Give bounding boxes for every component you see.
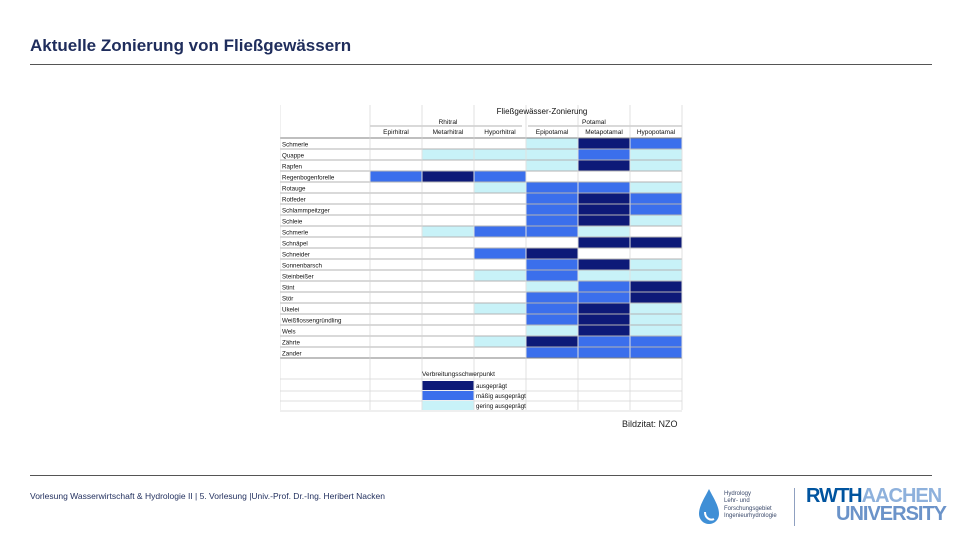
zone-cell bbox=[631, 271, 682, 281]
zone-cell bbox=[631, 216, 682, 226]
zone-cell bbox=[527, 139, 578, 149]
image-citation: Bildzitat: NZO bbox=[622, 419, 678, 429]
zone-cell bbox=[423, 227, 474, 237]
zone-cell bbox=[475, 172, 526, 182]
species-name: Stint bbox=[282, 284, 295, 292]
species-name: Zährte bbox=[282, 339, 300, 347]
species-name: Weißflossengründling bbox=[282, 317, 342, 325]
footer-divider bbox=[30, 475, 932, 476]
zone-cell bbox=[527, 293, 578, 303]
zone-cell bbox=[527, 304, 578, 314]
zone-cell bbox=[631, 139, 682, 149]
institute-line: Hydrology bbox=[724, 491, 752, 497]
zone-cell bbox=[579, 260, 630, 270]
legend-label: mäßig ausgeprägt bbox=[476, 393, 526, 400]
zone-cell bbox=[579, 139, 630, 149]
zone-cell bbox=[527, 205, 578, 215]
species-name: Ukelei bbox=[282, 306, 300, 314]
zone-cell bbox=[631, 326, 682, 336]
zone-cell bbox=[475, 304, 526, 314]
zone-cell bbox=[527, 161, 578, 171]
zone-cell bbox=[527, 326, 578, 336]
species-name: Zander bbox=[282, 350, 302, 358]
zone-cell bbox=[579, 161, 630, 171]
legend-swatch bbox=[423, 401, 474, 410]
zone-cell bbox=[527, 348, 578, 358]
column-header: Metapotamal bbox=[585, 129, 623, 136]
zone-cell bbox=[631, 161, 682, 171]
zone-cell bbox=[579, 238, 630, 248]
zone-cell bbox=[475, 150, 526, 160]
zone-cell bbox=[475, 183, 526, 193]
species-name: Steinbeißer bbox=[282, 273, 314, 281]
legend-swatch bbox=[423, 391, 474, 400]
institute-line: Lehr- und bbox=[724, 498, 750, 505]
table-legend bbox=[280, 371, 682, 411]
zone-cell bbox=[475, 227, 526, 237]
species-name: Schmerle bbox=[282, 229, 309, 237]
zone-cell bbox=[631, 293, 682, 303]
zone-cell bbox=[527, 315, 578, 325]
rwth-aachen-logo bbox=[806, 487, 946, 523]
species-name: Rapfen bbox=[282, 163, 302, 171]
logo-university: UNIVERSITY bbox=[836, 503, 947, 525]
zone-cell bbox=[631, 282, 682, 292]
logo-divider bbox=[794, 488, 795, 526]
species-name: Rotfeder bbox=[282, 196, 306, 204]
institute-name bbox=[724, 491, 794, 521]
column-header: Epirhitral bbox=[383, 129, 409, 136]
zone-cell bbox=[423, 150, 474, 160]
zone-cell bbox=[371, 172, 422, 182]
zone-cell bbox=[527, 216, 578, 226]
zone-cell bbox=[579, 194, 630, 204]
zone-cell bbox=[579, 150, 630, 160]
zone-cell bbox=[631, 205, 682, 215]
zone-cell bbox=[579, 293, 630, 303]
zone-cell bbox=[527, 194, 578, 204]
zone-cell bbox=[475, 249, 526, 259]
zone-cell bbox=[579, 216, 630, 226]
zone-cell bbox=[579, 183, 630, 193]
logo-rwth: RWTH bbox=[806, 485, 862, 507]
species-name: Schlammpeitzger bbox=[282, 207, 330, 215]
zone-cell bbox=[579, 205, 630, 215]
group-header: Potamal bbox=[582, 119, 606, 126]
zone-cell bbox=[527, 271, 578, 281]
group-header: Rhitral bbox=[438, 119, 458, 126]
institute-line: Ingenieurhydrologie bbox=[724, 513, 777, 520]
species-name: Schneider bbox=[282, 251, 310, 259]
species-name: Regenbogenforelle bbox=[282, 174, 335, 182]
legend-label: gering ausgeprägt bbox=[476, 403, 526, 410]
zone-cell bbox=[527, 183, 578, 193]
species-name: Quappe bbox=[282, 152, 305, 160]
zone-cell bbox=[631, 315, 682, 325]
title-divider bbox=[30, 64, 932, 65]
zone-cell bbox=[527, 337, 578, 347]
zone-cell bbox=[475, 337, 526, 347]
zone-cell bbox=[631, 183, 682, 193]
legend-title: Verbreitungsschwerpunkt bbox=[422, 371, 495, 378]
zone-cell bbox=[579, 282, 630, 292]
zone-cell bbox=[631, 260, 682, 270]
zone-cell bbox=[631, 348, 682, 358]
column-header: Hyporhitral bbox=[484, 129, 516, 136]
column-header: Epipotamal bbox=[535, 129, 569, 136]
zone-cell bbox=[579, 315, 630, 325]
institute-line: Forschungsgebiet bbox=[724, 505, 772, 512]
species-name: Sonnenbarsch bbox=[282, 262, 322, 270]
zone-cell bbox=[579, 271, 630, 281]
zone-cell bbox=[579, 304, 630, 314]
legend-label: ausgeprägt bbox=[476, 383, 507, 390]
zone-cell bbox=[579, 348, 630, 358]
zone-cell bbox=[631, 304, 682, 314]
zone-cell bbox=[527, 227, 578, 237]
logo-area bbox=[698, 485, 947, 530]
species-name: Schleie bbox=[282, 218, 303, 226]
zone-cell bbox=[475, 271, 526, 281]
zone-cell bbox=[527, 249, 578, 259]
zone-cell bbox=[631, 150, 682, 160]
zone-cell bbox=[527, 282, 578, 292]
species-name: Schmerle bbox=[282, 141, 309, 149]
legend-swatch bbox=[423, 381, 474, 390]
zone-cell bbox=[579, 337, 630, 347]
species-name: Stör bbox=[282, 295, 294, 303]
water-drop-icon bbox=[698, 488, 720, 526]
zone-cell bbox=[631, 337, 682, 347]
figure-heading: Fließgewässer-Zonierung bbox=[496, 107, 588, 116]
zone-cell bbox=[579, 227, 630, 237]
zonation-table-figure bbox=[280, 105, 685, 417]
species-name: Schnäpel bbox=[282, 240, 308, 248]
logo-aachen: AACHEN bbox=[861, 485, 942, 507]
zone-cell bbox=[631, 238, 682, 248]
column-header: Hypopotamal bbox=[636, 129, 676, 136]
zone-cell bbox=[527, 260, 578, 270]
zone-cell bbox=[631, 194, 682, 204]
species-name: Rotauge bbox=[282, 185, 306, 193]
page-title: Aktuelle Zonierung von Fließgewässern bbox=[30, 36, 352, 55]
column-header: Metarhitral bbox=[432, 129, 464, 136]
zone-cell bbox=[527, 150, 578, 160]
species-name: Wels bbox=[282, 328, 296, 336]
zone-cell bbox=[579, 326, 630, 336]
zone-cell bbox=[423, 172, 474, 182]
footer-lecture-info: Vorlesung Wasserwirtschaft & Hydrologie II | 5. Vorlesung |Univ.-Prof. Dr.-Ing. Heribert Nacken bbox=[30, 491, 385, 501]
